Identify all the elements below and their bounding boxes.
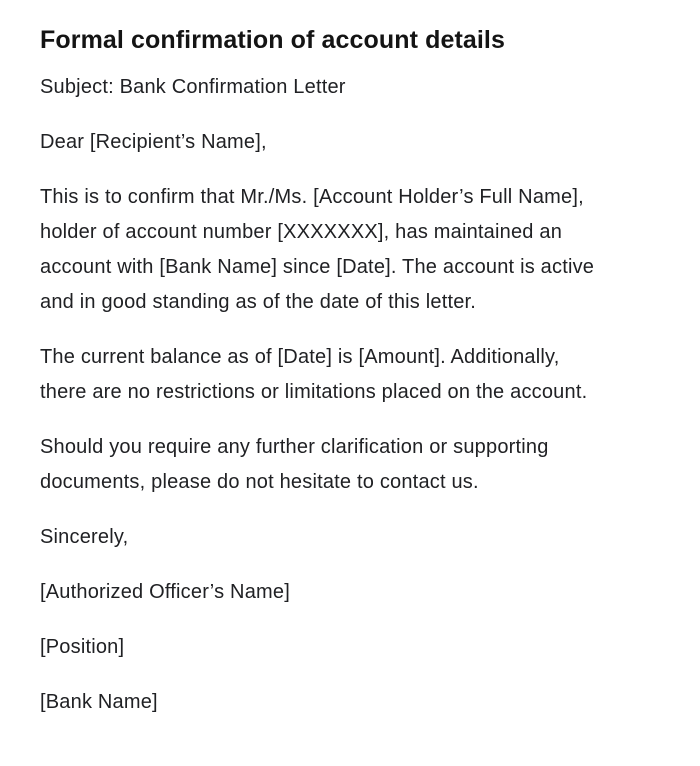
text-line: Should you require any further clarification or supporting (40, 436, 549, 458)
text-line: Dear [Recipient’s Name], (40, 131, 267, 153)
paragraph-signature-bank (40, 685, 662, 720)
text-line: and in good standing as of the date of this letter. (40, 291, 477, 313)
paragraph-closing (40, 520, 662, 555)
text-line: Sincerely, (40, 526, 129, 548)
text-line: [Bank Name] (40, 691, 158, 713)
paragraph-signature-position (40, 630, 662, 665)
paragraph-body-3 (40, 430, 662, 500)
paragraph-subject (40, 70, 662, 105)
text-line: This is to confirm that Mr./Ms. [Account Holder’s Full Name], (40, 186, 584, 208)
text-line: there are no restrictions or limitations placed on the account. (40, 381, 588, 403)
paragraph-signature-name (40, 575, 662, 610)
text-line: Subject: Bank Confirmation Letter (40, 76, 346, 98)
paragraph-body-2 (40, 340, 662, 410)
text-line: The current balance as of [Date] is [Amount]. Additionally, (40, 346, 560, 368)
paragraph-salutation (40, 125, 662, 160)
text-line: [Authorized Officer’s Name] (40, 581, 290, 603)
paragraph-body-1 (40, 180, 662, 320)
text-line: documents, please do not hesitate to contact us. (40, 471, 479, 493)
document-title: Formal confirmation of account details (40, 26, 505, 54)
text-line: holder of account number [XXXXXXX], has maintained an (40, 221, 563, 243)
text-line: account with [Bank Name] since [Date]. The account is active (40, 256, 595, 278)
text-line: [Position] (40, 636, 125, 658)
